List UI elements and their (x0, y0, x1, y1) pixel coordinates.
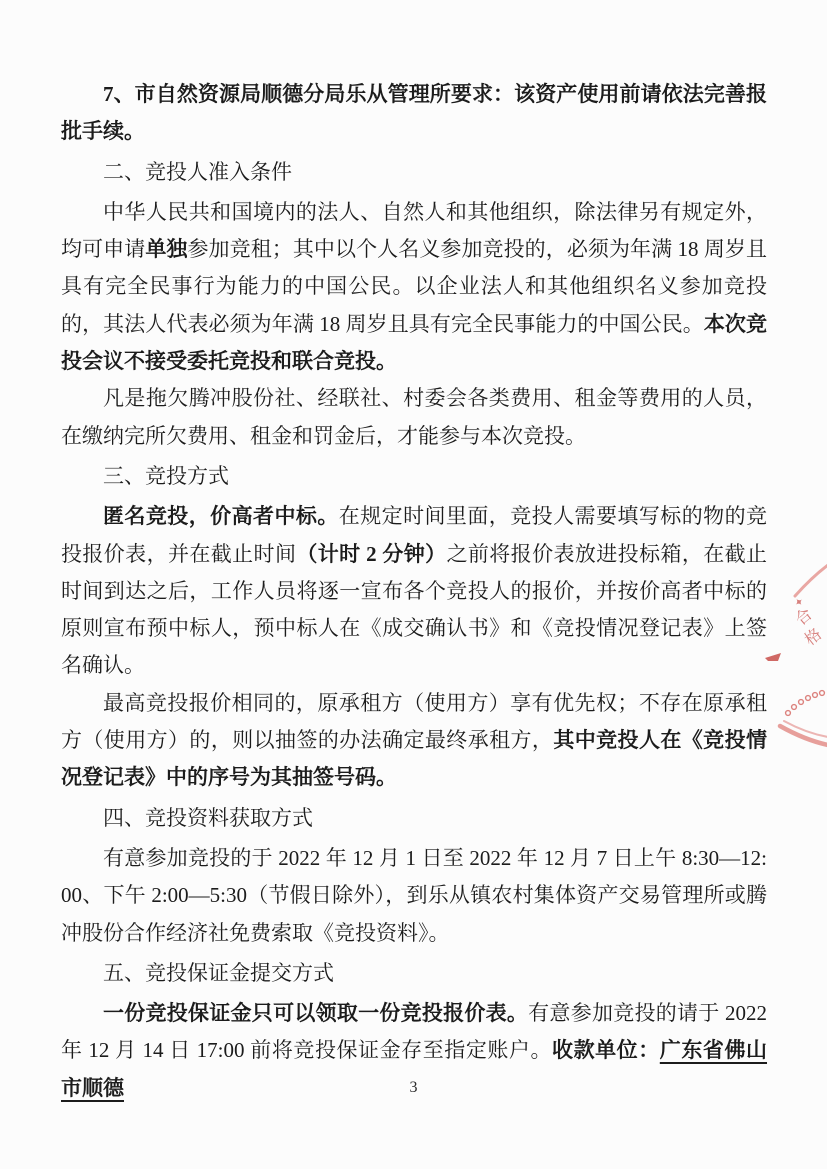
text-run: 7、市自然资源局顺德分局乐从管理所要求：该资产使用前请依法完善报批手续。 (61, 82, 767, 144)
seal-bottom-arc-outer (780, 726, 827, 745)
section-heading (61, 955, 767, 992)
seal-bottom-arc-inner (784, 721, 827, 737)
text-run: 有意参加竞投的于 2022 年 12 月 1 日至 2022 年 12 月 7 日上午 8:30—12:00、下午 2:00—5:30（节假日除外），到乐从镇农村集体资产交易管理所或腾冲股份合作经济社免费索取《竞投资料》。 (61, 845, 767, 945)
page-number: 3 (409, 1079, 418, 1096)
seal-glyph-1: ✦ (792, 595, 807, 611)
paragraph (61, 380, 767, 455)
text-run: 有意参加竞投的请于 2022 年 12 月 14 日 17:00 前将竞投保证金存至指定账户。 (61, 1001, 768, 1063)
section-heading (61, 154, 767, 191)
seal-glyph-3: 格 (801, 625, 826, 650)
paragraph (61, 498, 767, 684)
text-run: 二、竞投人准入条件 (103, 159, 292, 184)
section-heading (61, 458, 767, 495)
seal-dot-ring (786, 691, 825, 716)
paragraph (61, 76, 767, 151)
text-run: 广东省佛山市顺德 (61, 1038, 768, 1100)
text-run: 之前将报价表放进投标箱，在截止时间到达之后，工作人员将逐一宣布各个竞投人的报价，并按价高者中标的原则宣布预中标人，预中标人在《成交确认书》和《竞投情况登记表》上签名确认。 (61, 541, 768, 678)
seal-glyph-2: 合 (792, 605, 816, 630)
text-run: 在规定时间里面，竞投人需要填写标的物的竞投报价表，并在截止时间 (61, 504, 767, 566)
text-run: 单独 (145, 237, 188, 262)
text-run: 收款单位： (552, 1038, 660, 1063)
text-run: 其中竞投人在《竞投情况登记表》中的序号为其抽签号码。 (61, 728, 767, 790)
paragraph (61, 685, 767, 797)
text-run: 中华人民共和国境内的法人、自然人和其他组织，除法律另有规定外，均可申请 (61, 199, 767, 262)
seal-ink-smudge (765, 653, 781, 661)
text-run: （计时 2 分钟） (296, 541, 447, 566)
text-run: 三、竞投方式 (103, 463, 229, 488)
text-run: 凡是拖欠腾冲股份社、经联社、村委会各类费用、租金等费用的人员，在缴纳完所欠费用、租金和罚金后，才能参与本次竞投。 (61, 386, 767, 448)
text-run: 匿名竞投，价高者中标。 (103, 504, 339, 529)
paragraph (61, 194, 767, 380)
text-run: 最高竞投报价相同的，原承租方（使用方）享有优先权；不存在原承租方（使用方）的，则以抽签的办法确定最终承租方， (61, 690, 767, 753)
section-heading (61, 800, 767, 837)
paragraph (61, 840, 767, 952)
document-body (61, 76, 767, 1107)
text-run: 本次竞投会议不接受委托竞投和联合竞投。 (61, 311, 768, 374)
text-run: 一份竞投保证金只可以领取一份竞投报价表。 (103, 1001, 529, 1026)
text-run: 参加竞租；其中以个人名义参加竞投的，必须为年满 18 周岁且具有完全民事行为能力的中国公民。以企业法人和其他组织名义参加竞投的，其法人代表必须为年满 18 周岁且具有完全民事能力的中国公民。 (61, 237, 768, 336)
text-run: 四、竞投资料获取方式 (103, 805, 313, 830)
text-run: 五、竞投保证金提交方式 (103, 960, 334, 985)
seal-top-arc (795, 565, 827, 596)
